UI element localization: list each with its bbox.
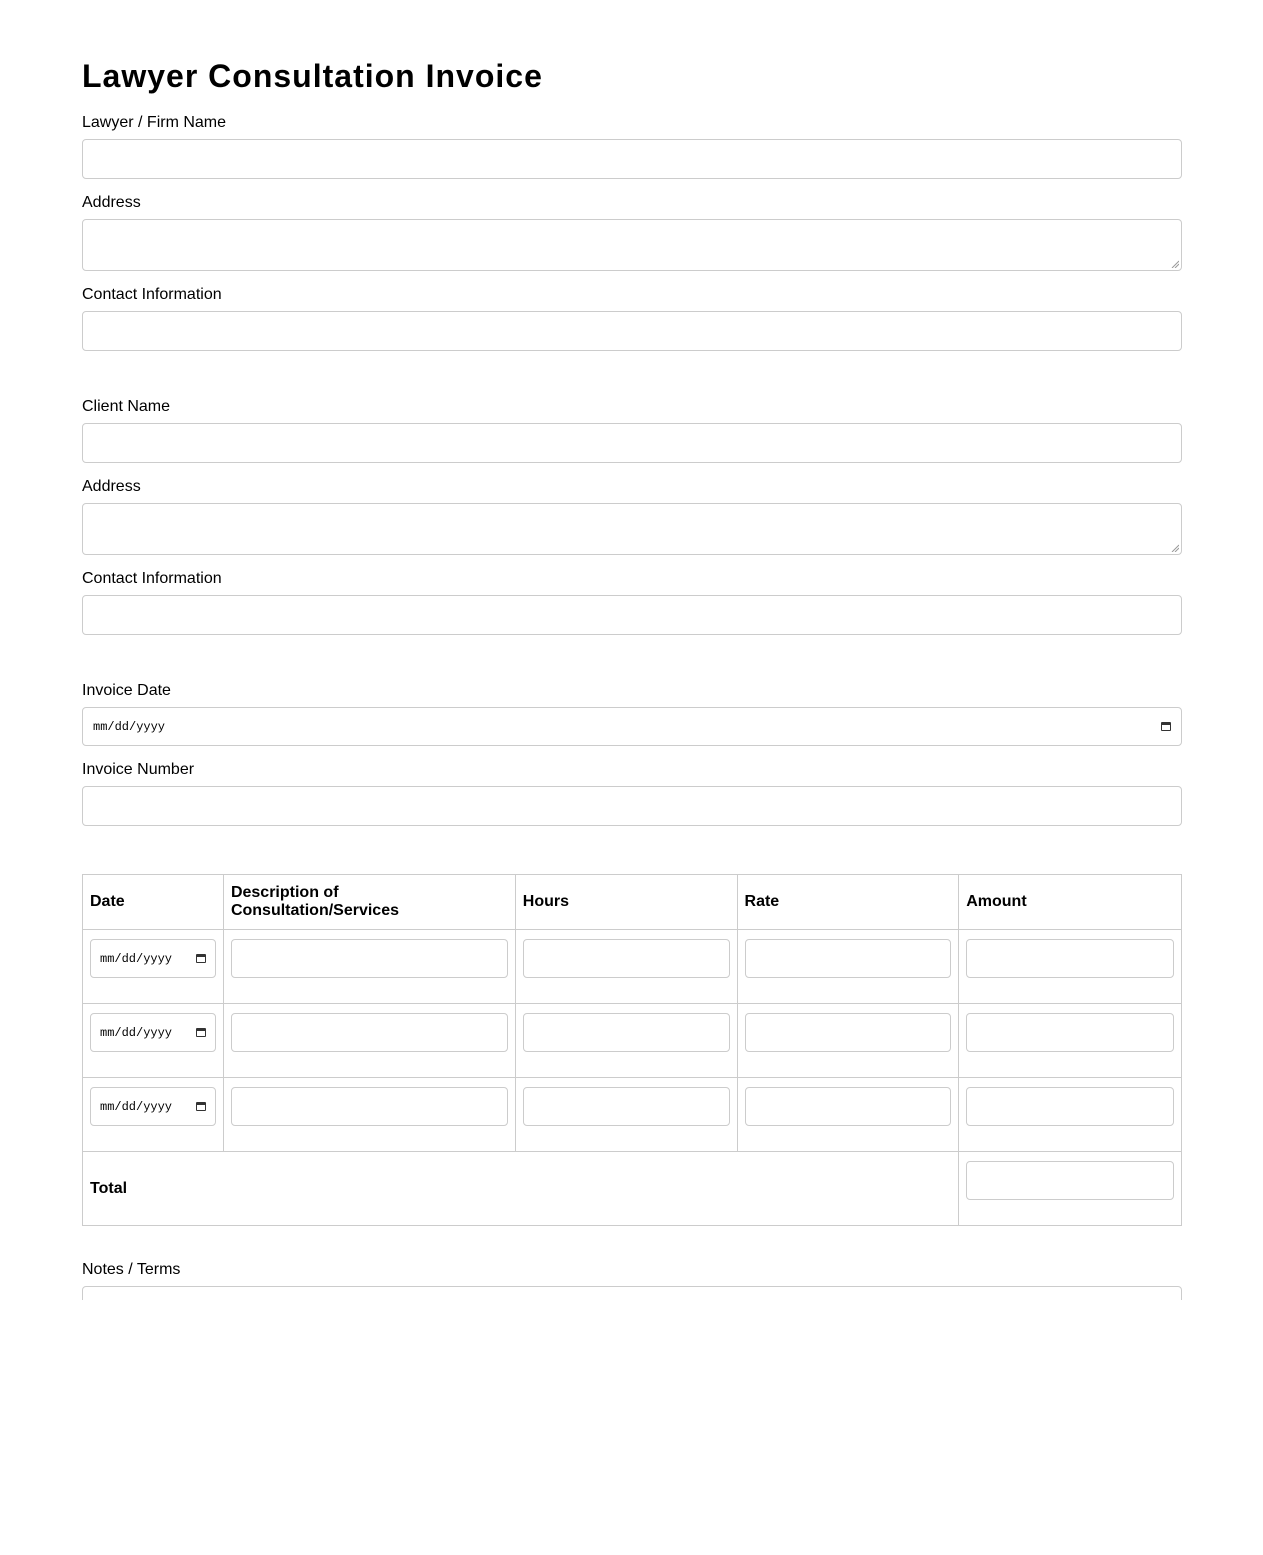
lawyer-name-label: Lawyer / Firm Name bbox=[82, 114, 227, 131]
row-date-input[interactable]: mm/dd/yyyy bbox=[90, 1013, 216, 1052]
invoice-date-input[interactable] bbox=[82, 707, 1182, 746]
lawyer-contact-input[interactable] bbox=[82, 311, 1182, 351]
table-row bbox=[83, 930, 1182, 1004]
row-rate-input[interactable] bbox=[745, 939, 952, 978]
row-date-input[interactable]: mm/dd/yyyy bbox=[90, 939, 216, 978]
lawyer-address-textarea[interactable] bbox=[82, 219, 1182, 271]
total-amount-input[interactable] bbox=[966, 1161, 1174, 1200]
services-table bbox=[82, 874, 1182, 1226]
row-description-input[interactable] bbox=[231, 1013, 508, 1052]
client-name-label: Client Name bbox=[82, 398, 171, 415]
row-hours-input[interactable] bbox=[523, 1087, 730, 1126]
table-header-row bbox=[83, 875, 1182, 930]
resize-handle-icon[interactable] bbox=[1171, 544, 1179, 552]
row-rate-input[interactable] bbox=[745, 1087, 952, 1126]
calendar-icon[interactable] bbox=[1161, 722, 1171, 731]
row-description-input[interactable] bbox=[231, 939, 508, 978]
header-description: Description of Consultation/Services bbox=[223, 875, 515, 930]
lawyer-name-input[interactable] bbox=[82, 139, 1182, 179]
client-address-textarea[interactable] bbox=[82, 503, 1182, 555]
row-date-input[interactable]: mm/dd/yyyy bbox=[90, 1087, 216, 1126]
header-amount: Amount bbox=[959, 875, 1182, 930]
table-row bbox=[83, 1078, 1182, 1152]
lawyer-contact-label: Contact Information bbox=[82, 286, 222, 303]
date-placeholder: mm/dd/yyyy bbox=[93, 719, 166, 734]
row-description-input[interactable] bbox=[231, 1087, 508, 1126]
calendar-icon[interactable] bbox=[196, 1028, 206, 1037]
notes-textarea[interactable] bbox=[82, 1286, 1182, 1300]
header-rate: Rate bbox=[737, 875, 959, 930]
client-address-label: Address bbox=[82, 478, 141, 495]
row-amount-input[interactable] bbox=[966, 1013, 1174, 1052]
total-row bbox=[83, 1152, 1182, 1226]
notes-container bbox=[82, 1286, 1182, 1300]
client-contact-input[interactable] bbox=[82, 595, 1182, 635]
row-amount-input[interactable] bbox=[966, 939, 1174, 978]
lawyer-address-label: Address bbox=[82, 194, 141, 211]
row-hours-input[interactable] bbox=[523, 1013, 730, 1052]
calendar-icon[interactable] bbox=[196, 1102, 206, 1111]
row-rate-input[interactable] bbox=[745, 1013, 952, 1052]
notes-label: Notes / Terms bbox=[82, 1261, 181, 1278]
total-label: Total bbox=[83, 1152, 959, 1226]
row-amount-input[interactable] bbox=[966, 1087, 1174, 1126]
row-hours-input[interactable] bbox=[523, 939, 730, 978]
client-name-input[interactable] bbox=[82, 423, 1182, 463]
header-hours: Hours bbox=[515, 875, 737, 930]
table-row bbox=[83, 1004, 1182, 1078]
calendar-icon[interactable] bbox=[196, 954, 206, 963]
invoice-date-label: Invoice Date bbox=[82, 682, 171, 699]
page-title: Lawyer Consultation Invoice bbox=[82, 58, 543, 94]
resize-handle-icon[interactable] bbox=[1171, 260, 1179, 268]
invoice-number-label: Invoice Number bbox=[82, 761, 195, 778]
header-date: Date bbox=[83, 875, 224, 930]
client-contact-label: Contact Information bbox=[82, 570, 222, 587]
invoice-number-input[interactable] bbox=[82, 786, 1182, 826]
